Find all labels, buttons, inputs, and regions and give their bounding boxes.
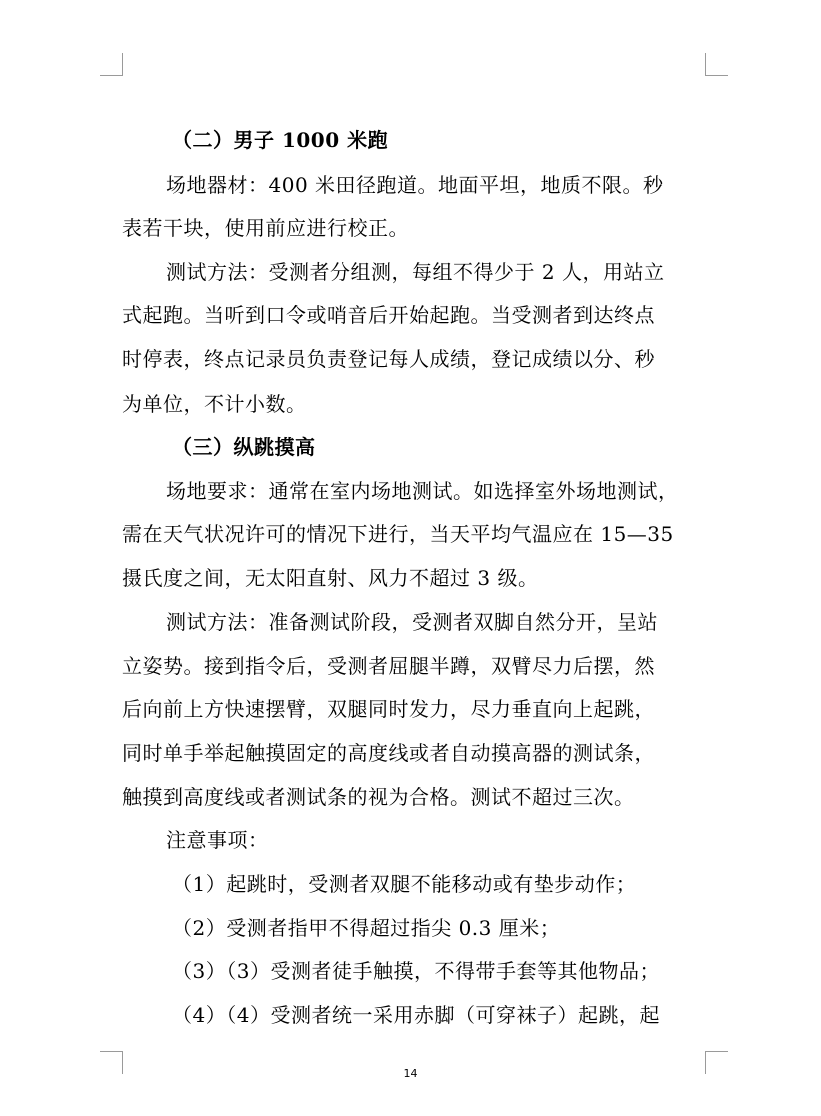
list-item: （2）受测者指甲不得超过指尖 0.3 厘米； bbox=[172, 916, 561, 940]
paragraph-line: 场地要求：通常在室内场地测试。如选择室外场地测试， bbox=[166, 479, 679, 503]
paragraph-line: 测试方法：准备测试阶段，受测者双脚自然分开，呈站 bbox=[166, 610, 658, 634]
list-item: （4）（4）受测者统一采用赤脚（可穿袜子）起跳，起 bbox=[172, 1003, 660, 1027]
paragraph-line: 立姿势。接到指令后，受测者屈腿半蹲，双臂尽力后摆，然 bbox=[122, 654, 655, 678]
paragraph-line: 时停表，终点记录员负责登记每人成绩，登记成绩以分、秒 bbox=[122, 347, 655, 371]
notes-heading: 注意事项： bbox=[166, 828, 269, 852]
paragraph-line: 表若干块，使用前应进行校正。 bbox=[122, 216, 409, 240]
crop-mark-top-left bbox=[100, 53, 123, 76]
paragraph-line: 为单位，不计小数。 bbox=[122, 392, 307, 416]
page-number: 14 bbox=[403, 1067, 418, 1080]
paragraph-line: 同时单手举起触摸固定的高度线或者自动摸高器的测试条， bbox=[122, 741, 655, 765]
paragraph-line: 触摸到高度线或者测试条的视为合格。测试不超过三次。 bbox=[122, 785, 635, 809]
paragraph-line: 需在天气状况许可的情况下进行，当天平均气温应在 15—35 bbox=[122, 522, 674, 546]
crop-mark-top-right bbox=[705, 53, 728, 76]
paragraph-line: 测试方法：受测者分组测，每组不得少于 2 人，用站立 bbox=[166, 260, 665, 284]
paragraph-line: 式起跑。当听到口令或哨音后开始起跑。当受测者到达终点 bbox=[122, 303, 655, 327]
list-item: （3）（3）受测者徒手触摸，不得带手套等其他物品； bbox=[172, 959, 660, 983]
list-item: （1）起跳时，受测者双腿不能移动或有垫步动作； bbox=[172, 872, 637, 896]
section-heading-1000m: （二）男子 1000 米跑 bbox=[172, 128, 389, 152]
section-heading-vertical-jump: （三）纵跳摸高 bbox=[172, 435, 316, 459]
paragraph-line: 摄氏度之间，无太阳直射、风力不超过 3 级。 bbox=[122, 566, 539, 590]
paragraph-line: 场地器材：400 米田径跑道。地面平坦，地质不限。秒 bbox=[166, 173, 664, 197]
paragraph-line: 后向前上方快速摆臂，双腿同时发力，尽力垂直向上起跳， bbox=[122, 697, 655, 721]
